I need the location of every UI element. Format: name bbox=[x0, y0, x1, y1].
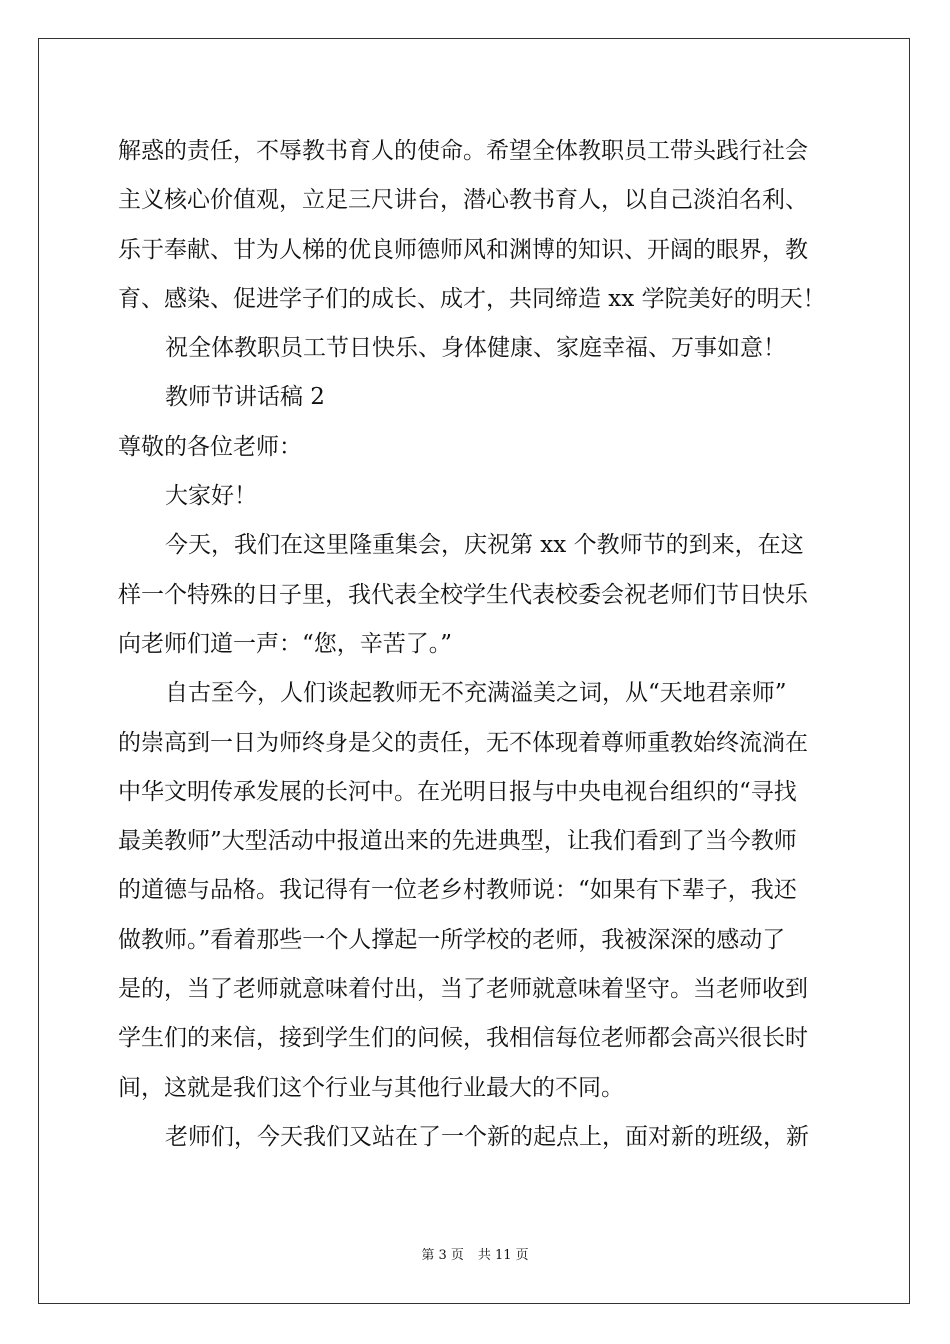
text-line: 做教师。”看着那些一个人撑起一所学校的老师，我被深深的感动了 bbox=[118, 926, 786, 953]
page-footer bbox=[0, 1247, 950, 1265]
text-line: 育、感染、促进学子们的成长、成才，共同缔造 xx 学院美好的明天！ bbox=[118, 285, 826, 312]
text-line: 乐于奉献、甘为人梯的优良师德师风和渊博的知识、开阔的眼界，教 bbox=[118, 236, 808, 263]
text-line: 向老师们道一声：“您，辛苦了。” bbox=[118, 630, 453, 657]
text-line: 老师们，今天我们又站在了一个新的起点上，面对新的班级，新 bbox=[165, 1123, 809, 1150]
text-line: 自古至今，人们谈起教师无不充满溢美之词，从“天地君亲师” bbox=[165, 680, 787, 707]
text-line: 祝全体教职员工节日快乐、身体健康、家庭幸福、万事如意！ bbox=[165, 335, 786, 362]
page-number: 第 3 页 bbox=[421, 1248, 464, 1263]
text-line: 间，这就是我们这个行业与其他行业最大的不同。 bbox=[118, 1074, 624, 1101]
text-line: 中华文明传承发展的长河中。在光明日报与中央电视台组织的“寻找 bbox=[118, 778, 797, 805]
text-line: 尊敬的各位老师： bbox=[118, 433, 302, 460]
text-line: 是的，当了老师就意味着付出，当了老师就意味着坚守。当老师收到 bbox=[118, 976, 808, 1003]
text-line: 最美教师”大型活动中报道出来的先进典型，让我们看到了当今教师 bbox=[118, 828, 797, 855]
text-line: 的道德与品格。我记得有一位老乡村教师说：“如果有下辈子，我还 bbox=[118, 877, 797, 904]
text-line: 样一个特殊的日子里，我代表全校学生代表校委会祝老师们节日快乐 bbox=[118, 581, 808, 608]
text-line: 主义核心价值观，立足三尺讲台，潜心教书育人，以自己淡泊名利、 bbox=[118, 187, 808, 214]
text-line: 学生们的来信，接到学生们的问候，我相信每位老师都会高兴很长时 bbox=[118, 1025, 808, 1052]
text-line: 解惑的责任，不辱教书育人的使命。希望全体教职员工带头践行社会 bbox=[118, 138, 808, 164]
document-body bbox=[118, 127, 834, 1162]
text-line: 的崇高到一日为师终身是父的责任，无不体现着尊师重教始终流淌在 bbox=[118, 729, 808, 756]
text-line: 今天，我们在这里隆重集会，庆祝第 xx 个教师节的到来，在这 bbox=[165, 532, 804, 559]
text-line: 大家好！ bbox=[165, 483, 257, 510]
page-total: 共 11 页 bbox=[477, 1248, 529, 1263]
text-line: 教师节讲话稿 2 bbox=[165, 384, 325, 411]
